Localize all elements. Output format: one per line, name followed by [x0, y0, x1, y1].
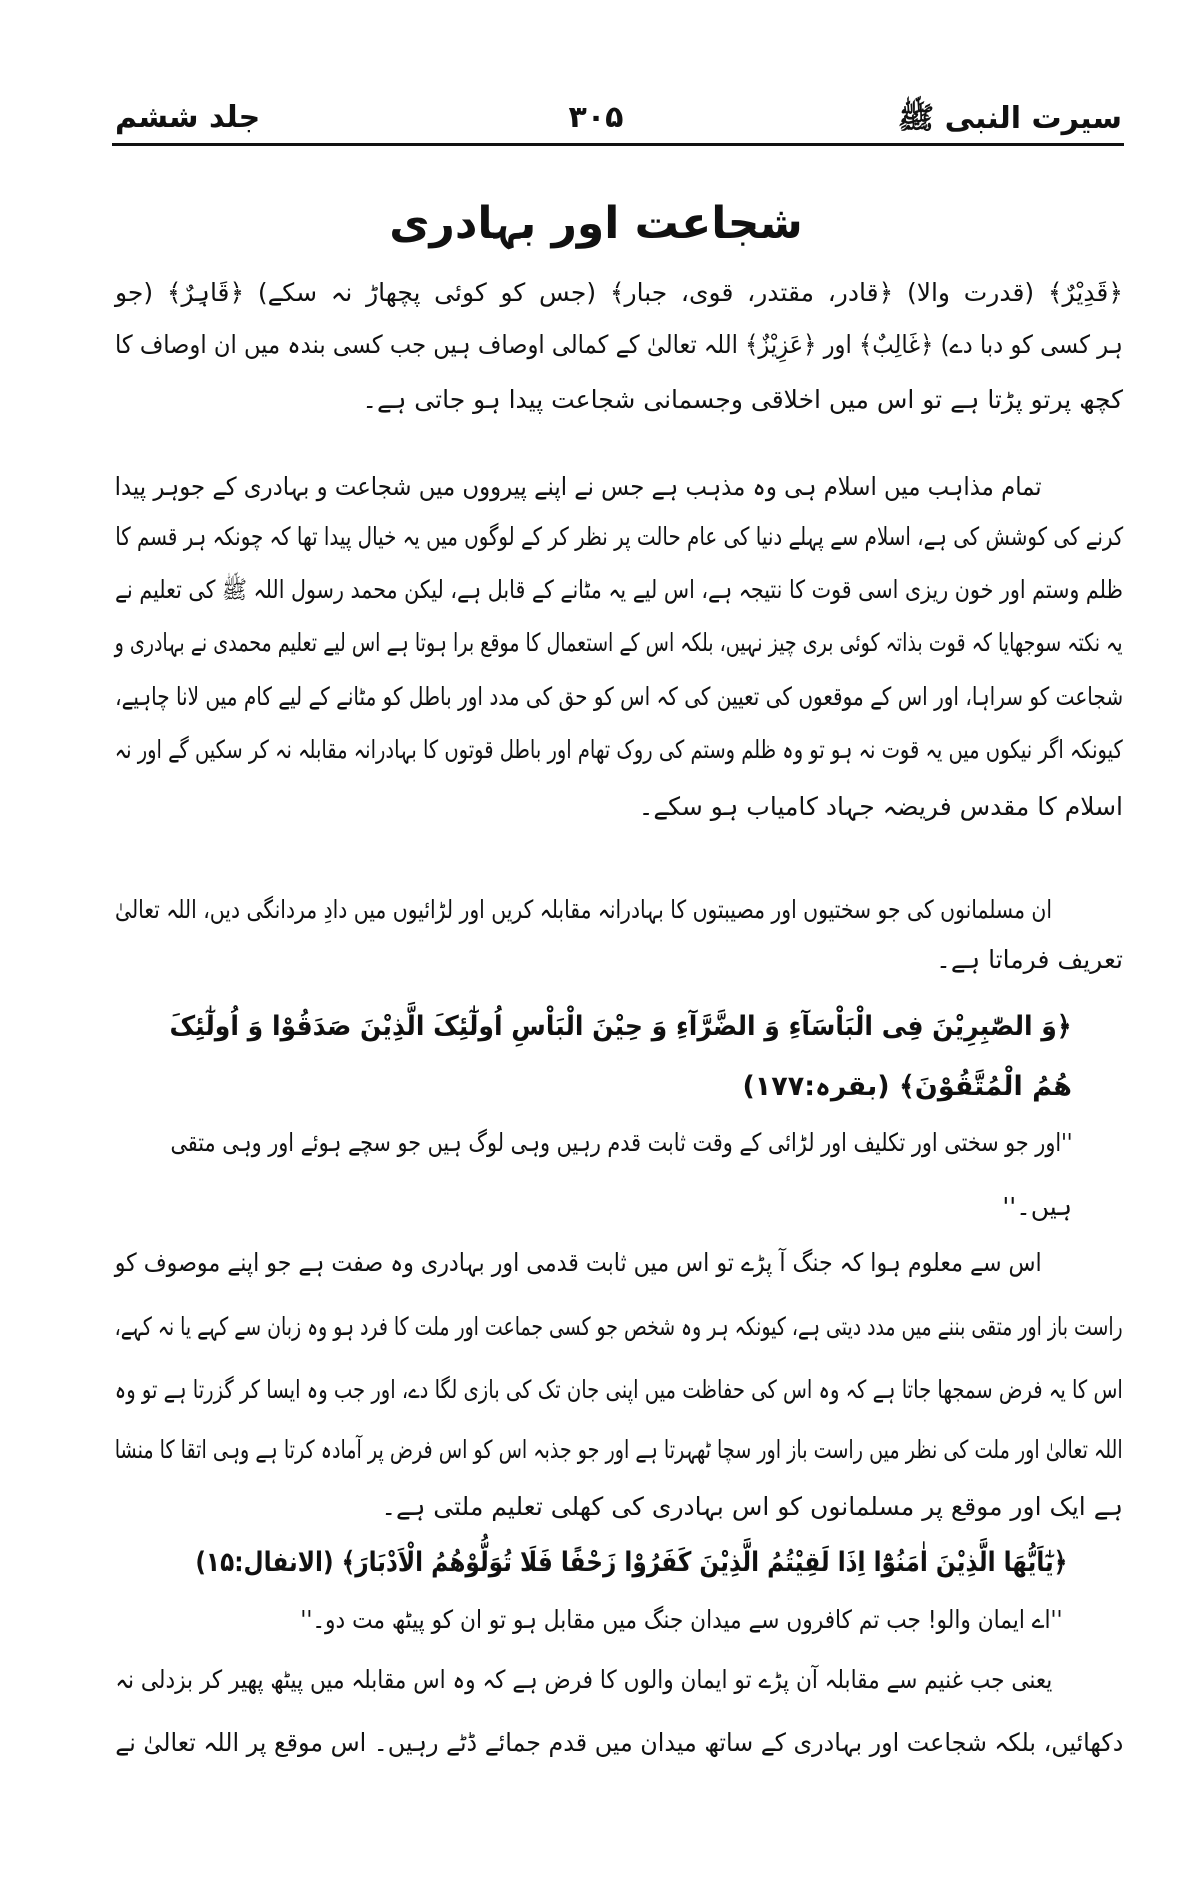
text-line: ان مسلمانوں کی جو سختیوں اور مصیبتوں کا بہادرانہ مقابلہ کریں اور لڑائیوں میں دادِ مردانگی دیں، اللہ تعالیٰ: [115, 895, 1052, 924]
text-line: ظلم وستم اور خون ریزی اسی قوت کا نتیجہ ہے، اس لیے یہ مٹانے کے قابل ہے، لیکن محمد رسول اللہ ﷺ کی تعلیم نے: [115, 575, 1123, 604]
text-line: یعنی جب غنیم سے مقابلہ آن پڑے تو ایمان والوں کا فرض ہے کہ وہ اس مقابلہ میں پیٹھ پھیر کر بزدلی نہ: [115, 1665, 1052, 1694]
quran-verse: ﴿وَ الصّٰبِرِیْنَ فِی الْبَاْسَآءِ وَ الضَّرَّآءِ وَ حِیْنَ الْبَاْسِ اُولٰٓئِکَ الَّذِیْنَ صَدَقُوْا وَ اُولٰٓئِکَ: [170, 1011, 1072, 1042]
text-line: دکھائیں، بلکہ شجاعت اور بہادری کے ساتھ میدان میں قدم جمائے ڈٹے رہیں۔ اس موقع پر اللہ تعالیٰ نے: [115, 1728, 1123, 1757]
page-number: ۳۰۵: [568, 100, 624, 135]
text-line: کرنے کی کوشش کی ہے، اسلام سے پہلے دنیا کی عام حالت پر نظر کر کے لوگوں میں یہ خیال پیدا تھا کہ چونکہ ہر قسم کا: [114, 522, 1123, 551]
verse-translation: ہیں۔'': [1002, 1192, 1072, 1221]
book-title: سیرت النبی ﷺ: [897, 101, 1122, 136]
header-rule: [112, 143, 1124, 146]
text-line: ہے ایک اور موقع پر مسلمانوں کو اس بہادری کی کھلی تعلیم ملتی ہے۔: [381, 1492, 1123, 1521]
verse-translation: ''اے ایمان والو! جب تم کافروں سے میدان جنگ میں مقابل ہو تو ان کو پیٹھ مت دو۔'': [300, 1605, 1062, 1634]
text-line: اس کا یہ فرض سمجھا جاتا ہے کہ وہ اس کی حفاظت میں اپنی جان تک کی بازی لگا دے، اور جب وہ ایسا کر گزرتا ہے تو وہ: [115, 1375, 1123, 1404]
text-line: یہ نکتہ سوجھایا کہ قوت بذاتہ کوئی بری چیز نہیں، بلکہ اس کے استعمال کا موقع برا ہوتا ہے اس لیے تعلیم محمدی نے بہادری و: [115, 628, 1123, 657]
text-line: کچھ پرتو پڑتا ہے تو اس میں اخلاقی وجسمانی شجاعت پیدا ہو جاتی ہے۔: [362, 385, 1123, 414]
text-line: ﴿قَدِیْرٌ﴾ (قدرت والا) ﴿قادر، مقتدر، قوی، جبار﴾ (جس کو کوئی پچھاڑ نہ سکے) ﴿قَاہِرٌ﴾ (جو: [115, 278, 1123, 307]
chapter-title: شجاعت اور بہادری: [389, 198, 803, 249]
quran-verse: ﴿یٰٓاَیُّهَا الَّذِیْنَ اٰمَنُوْٓا اِذَا لَقِیْتُمُ الَّذِیْنَ كَفَرُوْا زَحْفًا فَلَا تُوَلُّوْهُمُ الْاَدْبَارَ﴾ (الانفال:۱۵): [195, 1547, 1067, 1578]
text-line: راست باز اور متقی بننے میں مدد دیتی ہے، کیونکہ ہر وہ شخص جو کسی جماعت اور ملت کا فرد ہو وہ زبان سے کہے یا نہ کہے،: [115, 1312, 1123, 1341]
text-line: تمام مذاہب میں اسلام ہی وہ مذہب ہے جس نے اپنے پیرووں میں شجاعت و بہادری کے جوہر پیدا: [115, 472, 1042, 501]
text-line: اس سے معلوم ہوا کہ جنگ آ پڑے تو اس میں ثابت قدمی اور بہادری وہ صفت ہے جو اپنے موصوف کو: [115, 1248, 1042, 1277]
volume-label: جلد ششم: [115, 100, 261, 135]
verse-translation: ''اور جو سختی اور تکلیف اور لڑائی کے وقت ثابت قدم رہیں وہی لوگ ہیں جو سچے ہوئے اور وہی متقی: [170, 1128, 1072, 1157]
text-line: ہر کسی کو دبا دے) ﴿غَالِبٌ﴾ اور ﴿عَزِیْزٌ﴾ اللہ تعالیٰ کے کمالی اوصاف ہیں جب کسی بندہ میں ان اوصاف کا: [115, 330, 1123, 359]
text-line: کیونکہ اگر نیکوں میں یہ قوت نہ ہو تو وہ ظلم وستم کی روک تھام اور باطل قوتوں کا بہادرانہ مقابلہ نہ کر سکیں گے اور نہ: [115, 735, 1123, 764]
text-line: اسلام کا مقدس فریضہ جہاد کامیاب ہو سکے۔: [638, 792, 1123, 821]
text-line: تعریف فرماتا ہے۔: [936, 945, 1123, 974]
quran-verse: هُمُ الْمُتَّقُوْنَ﴾ (بقرہ:۱۷۷): [742, 1071, 1072, 1102]
text-line: اللہ تعالیٰ اور ملت کی نظر میں راست باز اور سچا ٹھہرتا ہے اور جو جذبہ اس کو اس فرض پر آمادہ کرتا ہے وہی اتقا کا منشا: [115, 1435, 1123, 1464]
text-line: شجاعت کو سراہا، اور اس کے موقعوں کی تعیین کی کہ اس کو حق کی مدد اور باطل کو مٹانے کے لیے کام میں لانا چاہیے،: [115, 682, 1123, 711]
